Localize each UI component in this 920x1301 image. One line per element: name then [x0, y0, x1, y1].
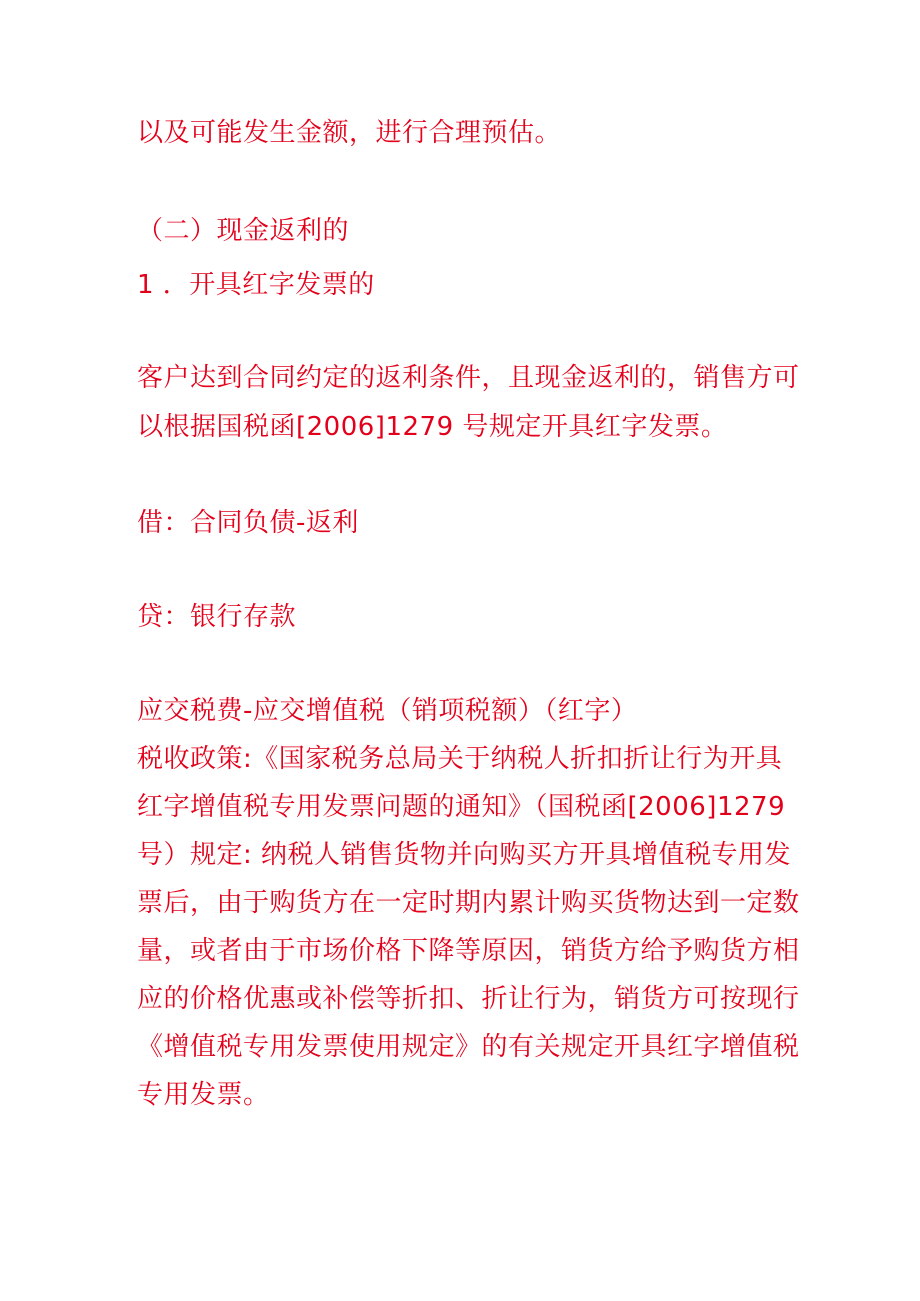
estimate-line: 以及可能发生金额，进行合理预估。 — [137, 118, 562, 148]
policy-line: 量，或者由于市场价格下降等原因，销货方给予购货方相 — [137, 936, 800, 966]
policy-line: 税收政策:《国家税务总局关于纳税人折扣折让行为开具 — [137, 744, 783, 774]
tax-entry: 应交税费-应交增值税（销项税额）（红字） — [137, 696, 638, 726]
condition-line: 客户达到合同约定的返利条件，且现金返利的，销售方可 — [137, 363, 800, 393]
policy-line: 号）规定: 纳税人销售货物并向购买方开具增值税专用发 — [137, 840, 792, 870]
debit-entry: 借：合同负债-返利 — [137, 508, 359, 538]
condition-line: 以根据国税函[2006]1279 号规定开具红字发票。 — [137, 412, 728, 442]
policy-line: 专用发票。 — [137, 1080, 270, 1110]
policy-line: 应的价格优惠或补偿等折扣、折让行为，销货方可按现行 — [137, 984, 800, 1014]
policy-line: 《增值税专用发票使用规定》的有关规定开具红字增值税 — [137, 1032, 800, 1062]
subsection-heading: 1 ．开具红字发票的 — [137, 270, 375, 300]
policy-line: 红字增值税专用发票问题的通知》（国税函[2006]1279 — [137, 792, 786, 822]
policy-line: 票后，由于购货方在一定时期内累计购买货物达到一定数 — [137, 888, 800, 918]
credit-entry: 贷：银行存款 — [137, 602, 297, 632]
section-heading: （二）现金返利的 — [137, 216, 350, 246]
